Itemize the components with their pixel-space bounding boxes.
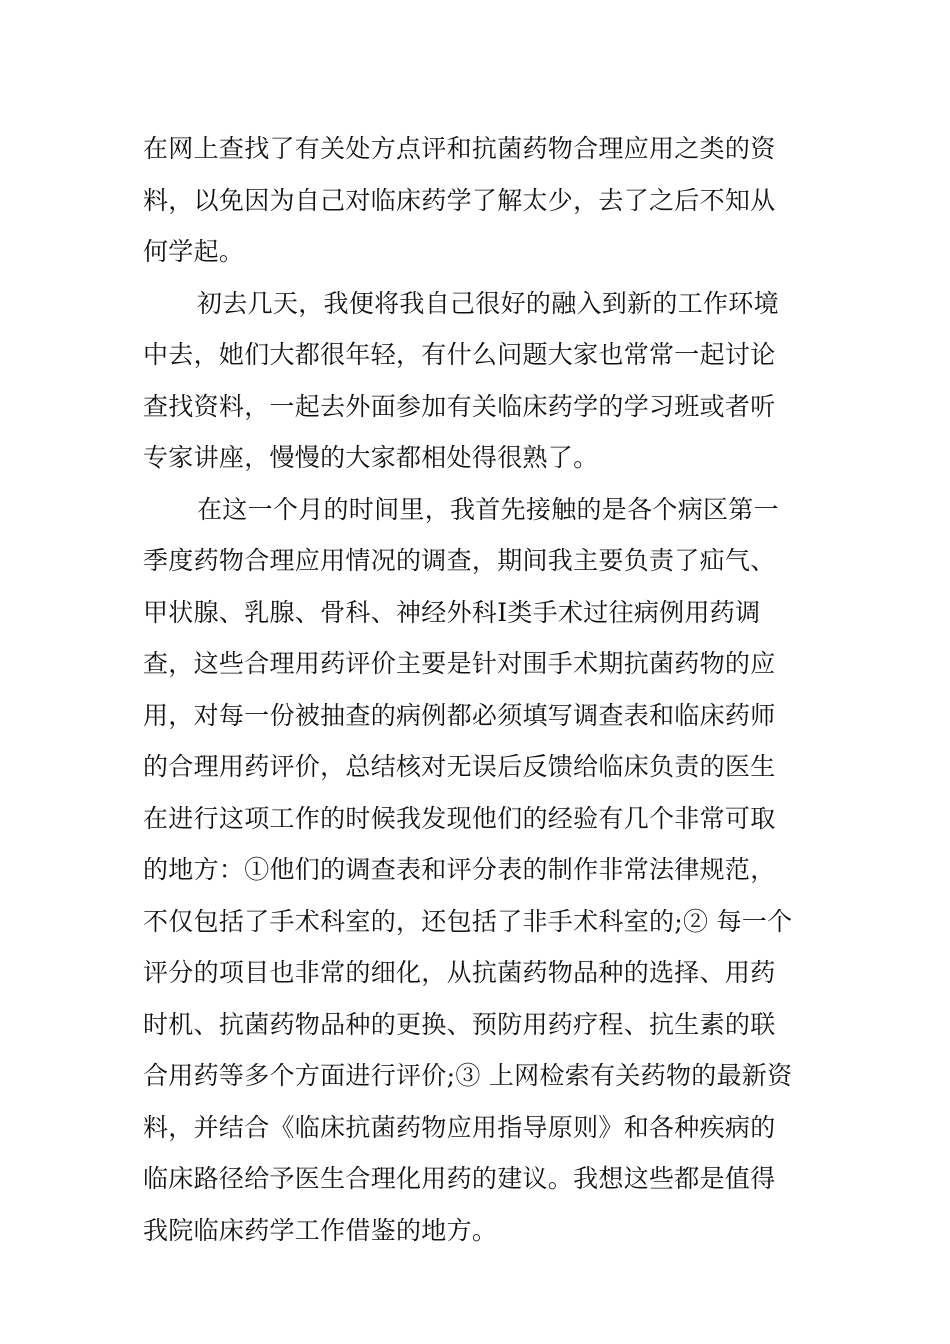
text-line: 我院临床药学工作借鉴的地方。 [143,1215,498,1245]
text-line: 用，对每一份被抽查的病例都必须填写调查表和临床药师 [143,700,776,730]
text-line: 的地方：①他们的调查表和评分表的制作非常法律规范， [143,855,776,884]
text-line: 料，并结合《临床抗菌药物应用指导原则》和各种疾病的 [143,1112,776,1142]
text-line: 合用药等多个方面进行评价;③ 上网检索有关药物的最新资 [143,1061,793,1090]
text-line: 临床路径给予医生合理化用药的建议。我想这些都是值得 [143,1164,776,1193]
text-line: 料，以免因为自己对临床药学了解太少，去了之后不知从 [143,185,776,215]
text-line: 在网上查找了有关处方点评和抗菌药物合理应用之类的资 [143,134,776,163]
text-line: 的合理用药评价，总结核对无误后反馈给临床负责的医生 [143,752,776,781]
text-line: 中去，她们大都很年轻，有什么问题大家也常常一起讨论 [143,340,776,369]
text-line: 季度药物合理应用情况的调查，期间我主要负责了疝气、 [143,546,776,575]
document-body [143,123,807,1256]
paragraph-3 [143,484,807,1257]
text-line: 查找资料，一起去外面参加有关临床药学的学习班或者听 [143,391,776,421]
text-line: 评分的项目也非常的细化，从抗菌药物品种的选择、用药 [143,958,776,987]
paragraph-2 [143,278,807,484]
text-line: 何学起。 [143,237,245,266]
text-line: 在进行这项工作的时候我发现他们的经验有几个非常可取 [143,803,776,833]
text-line: 查，这些合理用药评价主要是针对围手术期抗菌药物的应 [143,649,776,678]
text-line: 专家讲座，慢慢的大家都相处得很熟了。 [143,443,599,472]
text-line: 时机、抗菌药物品种的更换、预防用药疗程、抗生素的联 [143,1009,776,1039]
text-line: 甲状腺、乳腺、骨科、神经外科Ⅰ类手术过往病例用药调 [143,597,761,627]
text-line: 不仅包括了手术科室的，还包括了非手术科室的;② 每一个 [143,906,793,936]
paragraph-1 [143,123,807,278]
text-line: 初去几天，我便将我自己很好的融入到新的工作环境 [197,288,779,318]
text-line: 在这一个月的时间里，我首先接触的是各个病区第一 [197,494,779,524]
